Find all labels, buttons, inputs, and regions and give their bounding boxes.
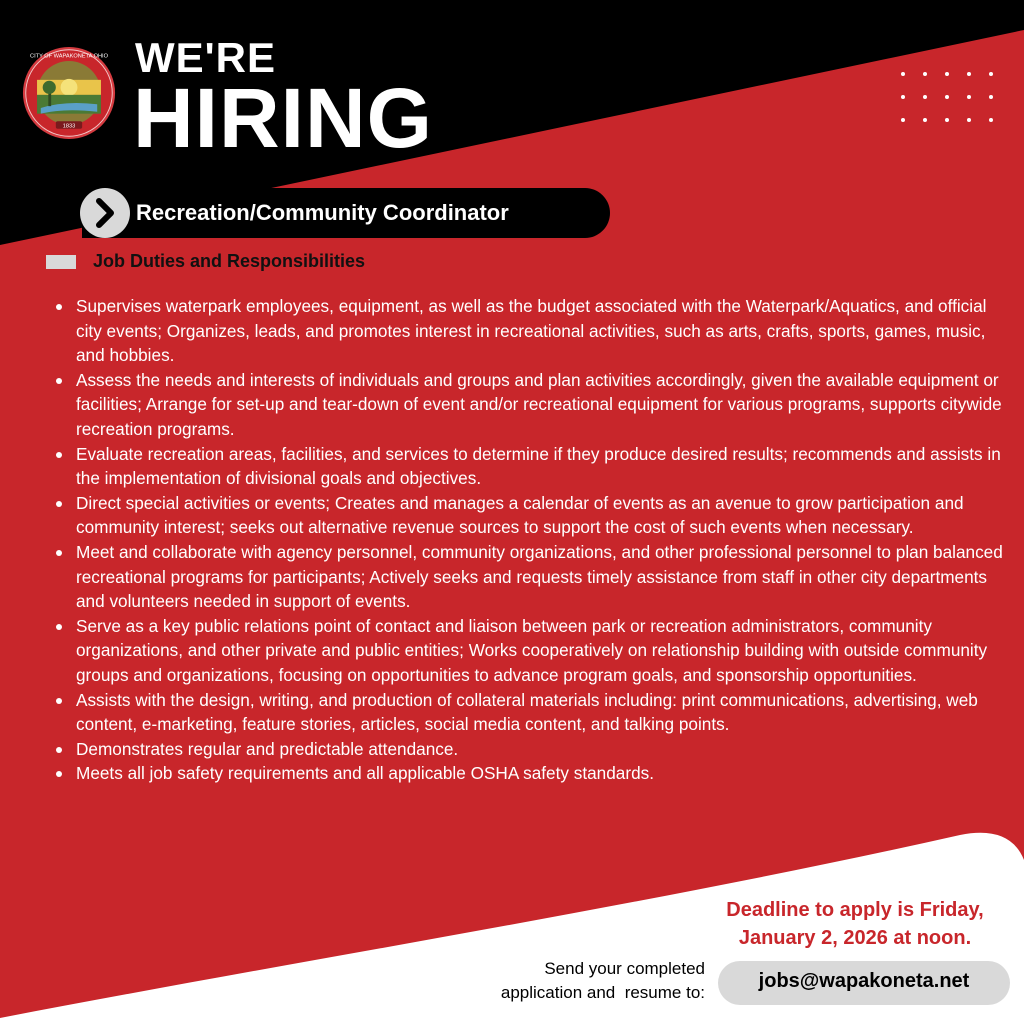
duty-item: Meets all job safety requirements and all applicable OSHA safety standards. (76, 761, 1006, 786)
apply-line2: application and resume to: (500, 983, 705, 1002)
deadline-line1: Deadline to apply is Friday, (726, 899, 984, 921)
duty-item: Evaluate recreation areas, facilities, and services to determine if they produce desired results; recommends and assists in the implementation of divisional goals and objectives. (76, 442, 1006, 491)
duty-item: Serve as a key public relations point of contact and liaison between park or recreation administrators, community organizations, and other private and public entities; Works cooperatively on relationship building with outside community groups and organizations, focusing on opportunities to advance program goals, and sponsorship opportunities. (76, 614, 1006, 688)
apply-instructions (455, 957, 705, 1005)
duty-item: Meet and collaborate with agency personnel, community organizations, and other professional personnel to plan balanced recreational programs for participants; Actively seeks and requests timely assistance from staff in other city departments and volunteers needed in support of events. (76, 540, 1006, 614)
position-title: Recreation/Community Coordinator (136, 200, 509, 225)
duty-item: Assists with the design, writing, and production of collateral materials including: print communications, advertising, web content, e-marketing, feature stories, articles, social media content, and talking points. (76, 688, 1006, 737)
duty-item: Demonstrates regular and predictable attendance. (76, 737, 1006, 762)
duties-heading: Job Duties and Responsibilities (93, 251, 366, 271)
duty-item: Assess the needs and interests of individuals and groups and plan activities accordingly, given the available equipment or facilities; Arrange for set-up and tear-down of event and/or recreational equipment for various programs, supports citywide recreation programs. (76, 368, 1006, 442)
duty-item: Direct special activities or events; Creates and manages a calendar of events as an avenue to grow participation and community interest; seeks out alternative revenue sources to support the cost of such events when necessary. (76, 491, 1006, 540)
decorative-dot-grid (898, 70, 998, 126)
deadline-text (700, 896, 1010, 952)
deadline-line2: January 2, 2026 at noon. (738, 927, 972, 949)
apply-line1: Send your completed (544, 959, 705, 978)
duties-list (48, 294, 1006, 786)
hiring-heading-line2: HIRING (133, 71, 433, 165)
seal-year: 1833 (62, 123, 76, 130)
duty-item: Supervises waterpark employees, equipment, as well as the budget associated with the Waterpark/Aquatics, and official city events; Organizes, leads, and promotes interest in recreational activities, such as arts, crafts, sports, games, music, and hobbies. (76, 294, 1006, 368)
section-marker (46, 255, 76, 269)
apply-email-link[interactable]: jobs@wapakoneta.net (758, 970, 970, 992)
chevron-right-icon (80, 188, 130, 238)
city-seal-logo (22, 46, 116, 140)
seal-text: CITY OF WAPAKONETA OHIO (30, 53, 108, 60)
hiring-heading-line1: WE'RE (135, 34, 276, 81)
